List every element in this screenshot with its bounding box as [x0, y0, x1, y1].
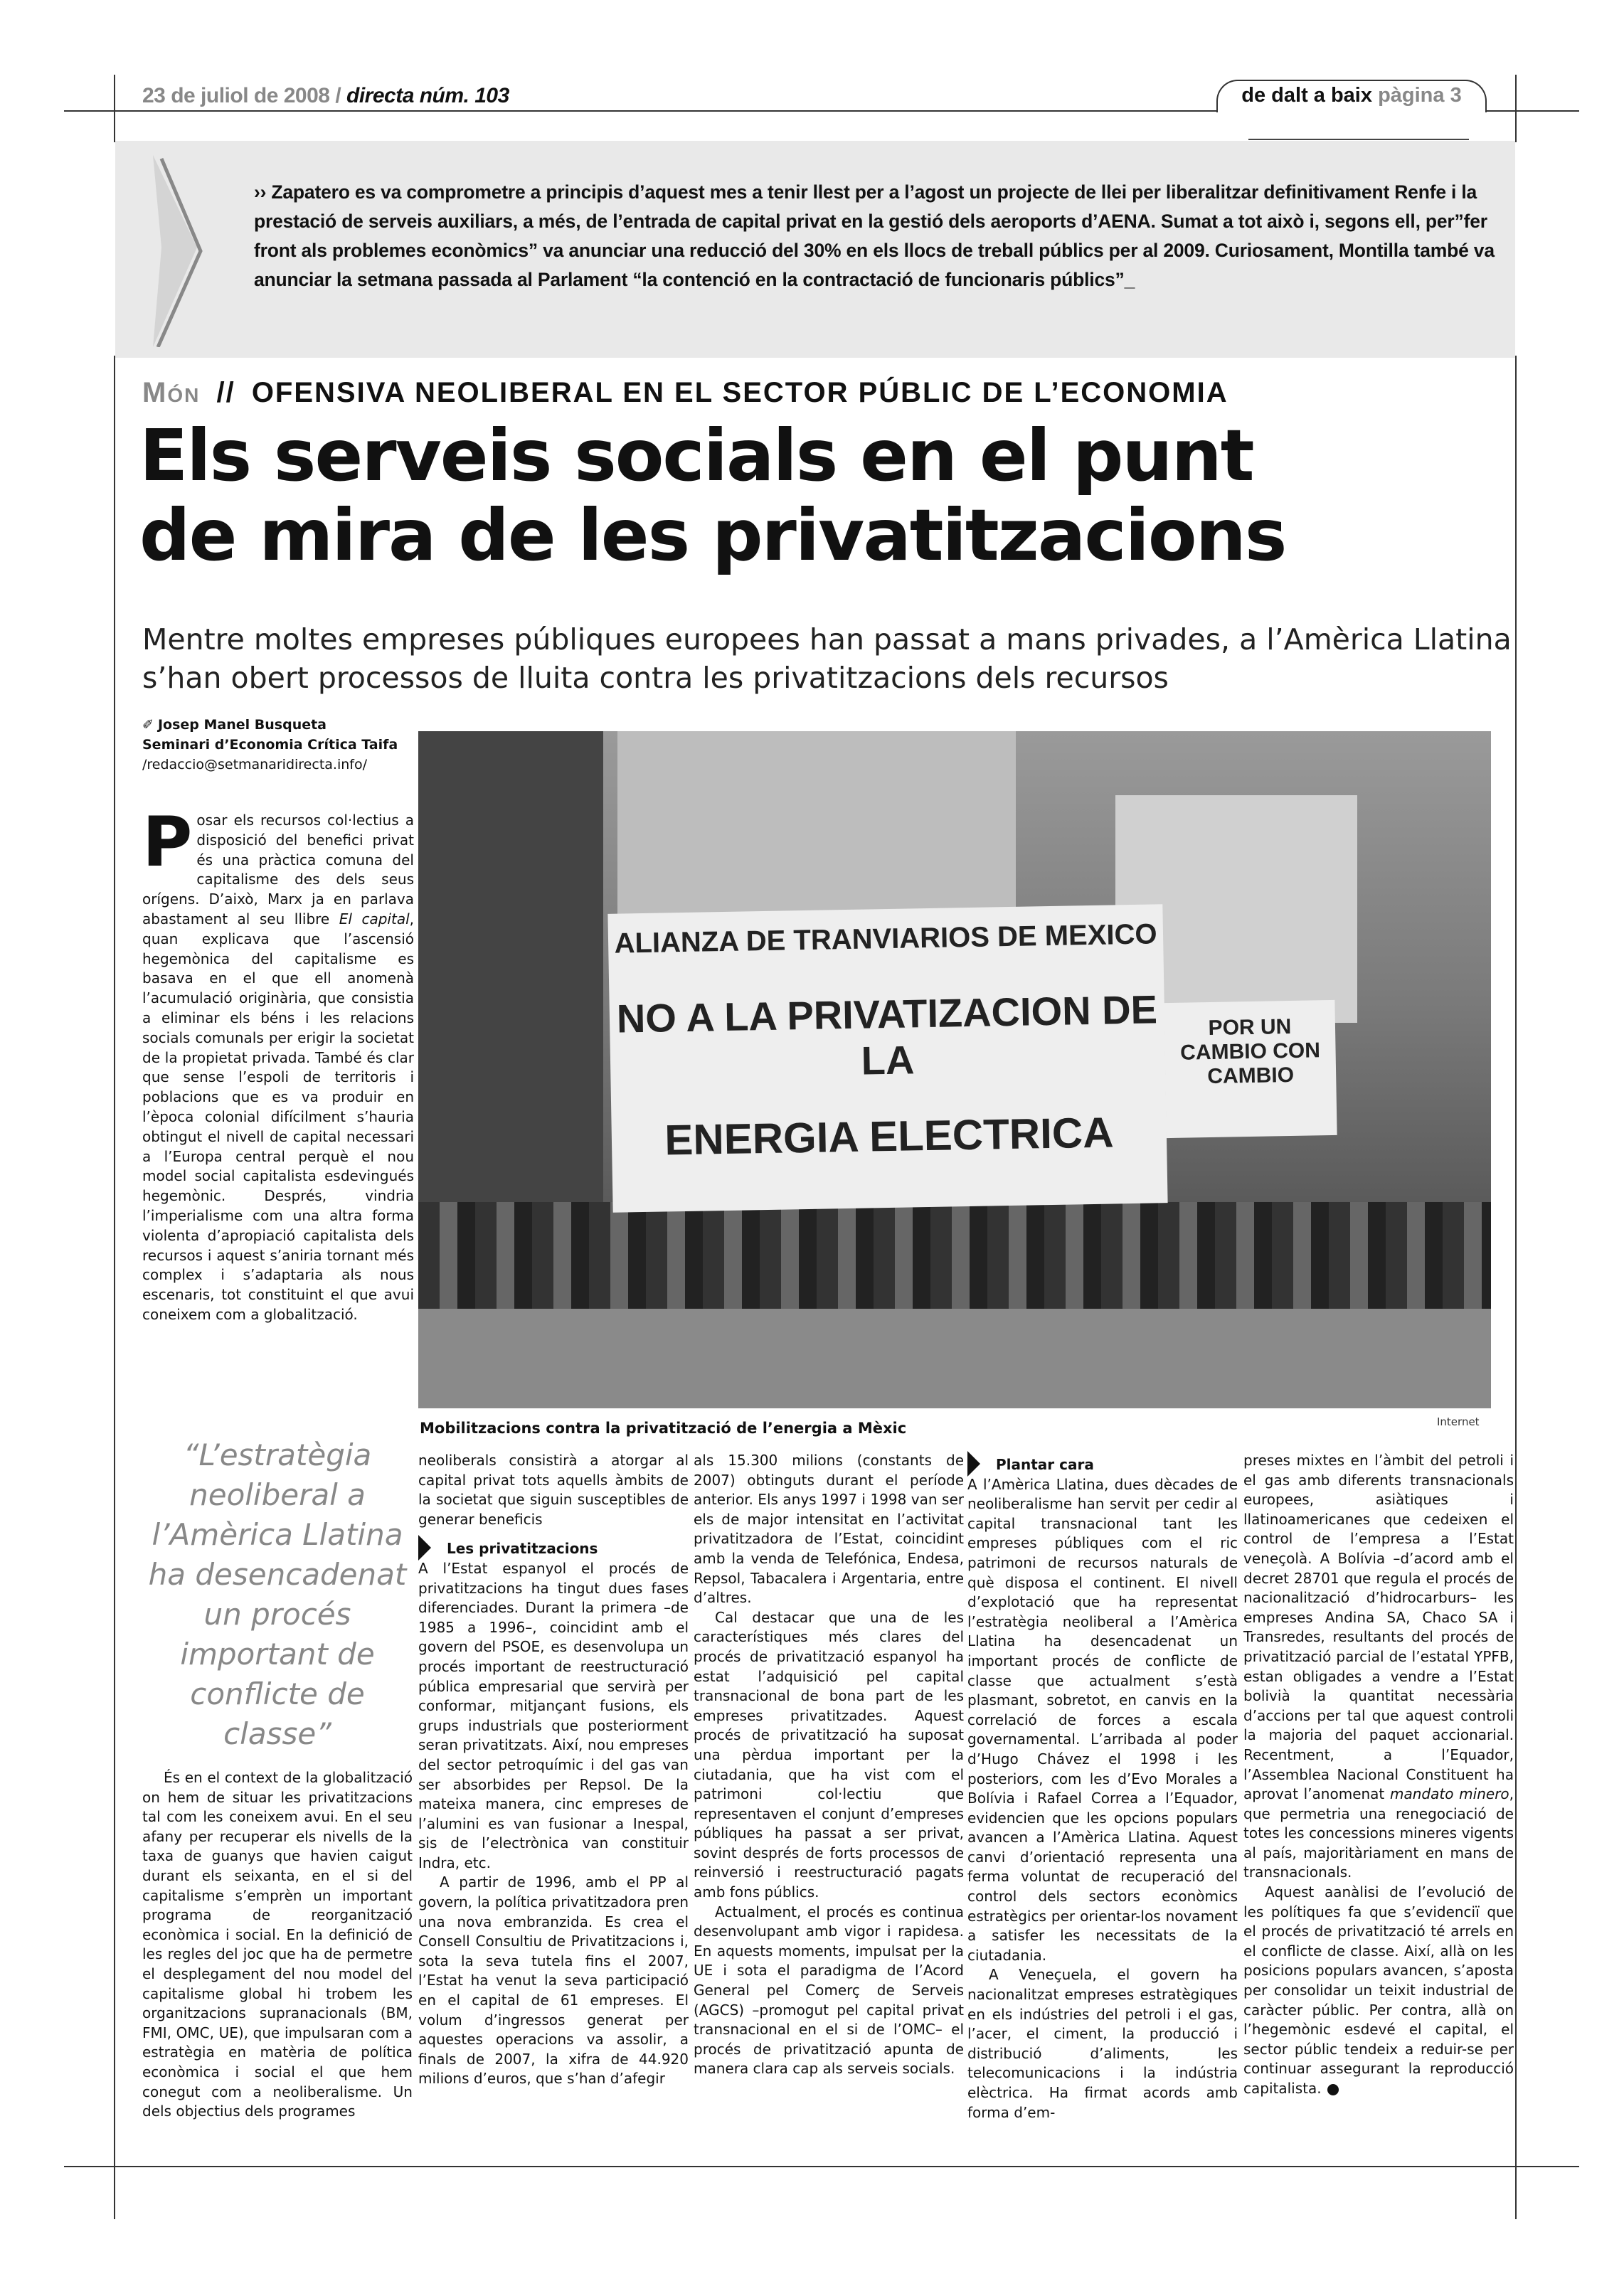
subhead-text: Plantar cara — [996, 1456, 1094, 1473]
article-column-4 — [967, 1451, 1238, 2122]
footer-tick-right — [1515, 2166, 1517, 2219]
banner-text-1: ALIANZA DE TRANVIARIOS DE MEXICO — [614, 918, 1157, 960]
body-paragraph — [1243, 1883, 1514, 2099]
author-affiliation: Seminari d’Economia Crítica Taifa — [142, 737, 398, 753]
photo-credit: Internet — [1437, 1415, 1480, 1428]
tab-underline — [1248, 139, 1469, 140]
photo-street — [418, 1309, 1491, 1408]
emphasis-text: mandato minero — [1390, 1785, 1509, 1803]
section-kicker — [142, 377, 1228, 409]
footer-rule — [64, 2166, 1579, 2167]
subhead-text: Les privatitzacions — [447, 1540, 598, 1558]
header-separator: / — [335, 84, 341, 107]
body-paragraph: A partir de 1996, amb el PP al govern, la política privatitzadora pren una nova embranzida. Es crea el Consell Consultiu de Privatitzacions i, sota la seva tutela fins el 2007, l’Estat ha venut la seva participació en el capital de 61 empreses. El volum d’ingressos generat per aquestes operacions va assolir, a finals de 2007, la xifra de 44.920 milions d’euros, que s’han d’afegir — [418, 1874, 689, 2088]
headline-line-1: Els serveis socials en el punt — [139, 414, 1253, 497]
left-margin-rule — [114, 75, 115, 142]
book-title: El capital — [339, 910, 410, 928]
end-of-article-icon — [1327, 2084, 1339, 2095]
body-paragraph — [1243, 1451, 1514, 1883]
body-paragraph: A Veneçuela, el govern ha nacionalitzat empreses estratègiques en els indústries del petroli i el gas, l’acer, el ciment, la producció i distribució d’aliments, les telecomunicacions i la indústria elèctrica. Ha firmat acords amb forma d’em- — [967, 1966, 1238, 2121]
page-number: pàgina 3 — [1378, 84, 1462, 107]
byline — [142, 715, 413, 775]
body-paragraph: A l’Estat espanyol el procés de privatitzacions ha tingut dues fases diferenciades. Durant la primera –de 1985 a 1996–, coincidint amb el govern del PSOE, es desenvolupa un procés important de reestructuració pública empresarial que servirà per conformar, mitjançant fusions, els grups industrials que posteriorment seran privatitzats. Així, nou empreses del sector petroquímic i del gas van ser absorbides per Repsol. De la mateixa manera, cinc empreses de l’alumini es van fusionar a Inespal, sis de l’electrònica van constituir Indra, etc. — [418, 1559, 689, 1871]
triangle-bullet-icon — [967, 1451, 980, 1477]
body-paragraph: Actualment, el procés es continua desenvolupant amb vigor i rapidesa. En aquests moments, impulsat per la UE i sota el paradigma de l’Acord General pel Comerç de Serveis (AGCS) –promogut pel capital privat transnacional en el si de l’OMC– el procés de privatització apunta de manera clara cap als serveis socials. — [694, 1903, 964, 2078]
photo-banner-main — [607, 904, 1167, 1213]
protest-photo — [418, 731, 1491, 1408]
issue-number: directa núm. 103 — [346, 84, 509, 107]
section-tab — [1216, 80, 1487, 112]
footer-tick-left — [114, 2166, 115, 2219]
pen-icon: ✐ — [142, 717, 154, 733]
body-paragraph: Cal destacar que una de les característiques més clares del procés de privatització espanyol ha estat l’adquisició pel capital transnacional de bona part de les empreses privatitzades. Aquest procés de privatització ha suposat una pèrdua important per la ciutadania, que ha vist com el patrimoni col·lectiu que representaven el conjunt d’empreses públiques ha passat a ser privat, sovint després de forts processos de reinversió i reestructuració pagats amb fons públics. — [694, 1608, 964, 1901]
headline-line-2: de mira de les privatitzacions — [139, 494, 1286, 577]
issue-header — [142, 84, 509, 108]
right-margin-rule — [1515, 75, 1517, 142]
body-text: osar els recursos col·lectius a disposició del benefici privat és una pràctica comuna del capitalisme des dels seus orígens. D’això, Marx ja en parlava abastament al seu llibre — [142, 812, 414, 928]
body-text: preses mixtes en l’àmbit del petroli i el gas amb diferents transnacionals europees, asiàtiques i llatinoamericanes que cedeixen el control de l’empresa a l’Estat veneçolà. A Bolívia –d’acord amb el decret 28701 que regula el procés de nacionalització d’hidrocarburs– les empreses Andina SA, Chaco SA i Transredes, resultants del procés de privatització parcial de l’estatal YPFB, estan obligades a vendre a l’Estat bolivià la quantitat necessària d’accions per tal que aquest controli la majoria del paquet accionarial. Recentment, a l’Equador, l’Assemblea Nacional Constituent ha aprovat l’anomenat — [1243, 1452, 1514, 1803]
photo-building-dark — [418, 731, 603, 1229]
author-email[interactable]: /redaccio@setmanaridirecta.info/ — [142, 757, 367, 772]
banner-text-2: NO A LA PRIVATIZACION DE LA — [616, 987, 1158, 1083]
left-body-rule — [114, 356, 115, 2177]
banner-text-3: ENERGIA ELECTRICA — [664, 1108, 1115, 1164]
drop-cap: P — [142, 802, 193, 882]
body-text: , quan explicava que l’ascensió hegemònica del capitalisme es basava en el que ell anomenà l’acumulació originària, que consistia a eliminar els béns i les relacions socials comunals per erigir la societat de la propietat privada. També és clar que sense l’espoli de territoris i poblacions que es va produir en l’època colonial difícilment s’hauria obtingut el nivell de capital necessari a l’Europa central perquè el nou model social capitalista esdevingués hegemònic. Després, vindria l’imperialisme com una altra forma violenta d’apropiació capitalista dels recursos i aquest s’aniria tornant més complex i s’adaptaria als nous escenaris, tot constituint el que avui coneixem com a globalització. — [142, 910, 414, 1323]
kicker-text: OFENSIVA NEOLIBERAL EN EL SECTOR PÚBLIC DE L’ECONOMIA — [251, 377, 1228, 408]
body-paragraph: A l’Amèrica Llatina, dues dècades de neoliberalisme han servit per cedir al capital transnacional tant les empreses públiques com el ric patrimoni de recursos naturals de què disposa el continent. El nivell d’explotació que ha representat l’estratègia neoliberal a l’Amèrica Llatina ha desencadenat un important procés de conflicte de classe que actualment s’està plasmant, sobretot, en canvis en la correlació de forces a escala governamental. L’arribada al poder d’Hugo Chávez el 1998 i les posteriors, com les d’Evo Morales a Bolívia i Rafael Correa a l’Equador, evidencien que les opcions populars avancen a l’Amèrica Llatina. Aquest canvi d’orientació representa una ferma voluntat de recuperació del control dels sectors econòmics estratègics per orientar-los novament a satisfer les necessitats de la ciutadania. — [967, 1475, 1238, 1964]
section-label: Món — [142, 377, 201, 408]
summary-text: ›› Zapatero es va comprometre a principis d’aquest mes a tenir llest per a l’agost un projecte de llei per liberalitzar definitivament Renfe i la prestació de serveis auxiliars, a més, de l’entrada de capital privat en la gestió dels aeroports d’AENA. Sumat a tot això i, segons ell, per”fer front als problemes econòmics” va anunciar una reducció del 30% en els llocs de treball públics per al 2009. Curiosament, Montilla també va anunciar la setmana passada al Parlament “la contenció en la contractació de funcionaris públics”_ — [254, 181, 1495, 290]
body-text: Aquest aanàlisi de l’evolució de les polítiques fa que s’evidenciï que el procés de privatització té arrels en el conflicte de classe. Així, allà on les posicions populars avancen, s’aposta per consolidar un teixit industrial de caràcter públic. Per contra, allà on l’hegemònic esdevé el capital, el sector públic tendeix a reduir-se per continuar assegurant la reproducció capitalista. — [1243, 1883, 1514, 2097]
triangle-bullet-icon — [418, 1535, 431, 1561]
pull-quote: “L’estratègia neoliberal a l’Amèrica Llatina ha desencadenat un procés important de conflicte de classe” — [148, 1437, 407, 1751]
article-column-3 — [694, 1451, 964, 2079]
photo-building — [617, 731, 1016, 916]
article-column-2 — [418, 1451, 689, 2089]
author-name: Josep Manel Busqueta — [157, 717, 327, 733]
photo-banner-side — [1164, 1000, 1337, 1138]
chevron-arrow-icon — [147, 155, 204, 347]
headline — [139, 416, 1562, 575]
photo-caption: Mobilitzacions contra la privatització de l’energia a Mèxic — [420, 1420, 907, 1437]
body-text: , que permetria una renegociació de totes les concessions mineres vigents al país, majoritàriament en mans de transnacionals. — [1243, 1785, 1514, 1881]
issue-date: 23 de juliol de 2008 — [142, 84, 330, 107]
body-paragraph: neoliberals consistirà a atorgar al capital privat tots aquells àmbits de la societat que siguin susceptibles de generar beneficis — [418, 1452, 689, 1528]
article-column-1-top — [142, 802, 414, 1325]
subtitle: Mentre moltes empreses públiques europees han passat a mans privades, a l’Amèrica Llatina s’han obert processos de lluita contra les privatitzacions dels recursos — [142, 622, 1512, 695]
summary-box — [115, 141, 1515, 358]
body-paragraph: als 15.300 milions (constants de 2007) obtinguts durant el període anterior. Els anys 1997 i 1998 van ser els de major intensitat en l’activitat privatitzadora de l’Estat, coincidint amb la venda de Telefónica, Endesa, Repsol, Tabacalera i Argentaria, entre d’altres. — [694, 1452, 964, 1607]
article-column-1 — [142, 1430, 413, 2122]
article-column-5 — [1243, 1451, 1514, 2099]
body-paragraph: És en el context de la globalització on hem de situar les privatitzacions tal com les coneixem avui. En el seu afany per recuperar els nivells de la taxa de guanys que havien caigut durant els seixanta, en el si del capitalisme s’emprèn un important programa de reorganització econòmica i social. En la definició de les regles del joc que ha de permetre el desplegament del nou model del capitalisme global hi trobem les organitzacions supranacionals (BM, FMI, OMC, UE), que impulsaran com a estratègia en matèria de política econòmica i social el que hem conegut com a neoliberalisme. Un dels objectius dels programes — [142, 1769, 413, 2120]
section-tab-label: de dalt a baix — [1241, 84, 1372, 107]
subhead-plantar-cara — [967, 1455, 1238, 1475]
banner-text-4: POR UN CAMBIO CON CAMBIO — [1179, 1014, 1321, 1089]
section-separator: // — [216, 377, 235, 408]
subhead-privatitzacions — [418, 1539, 689, 1559]
